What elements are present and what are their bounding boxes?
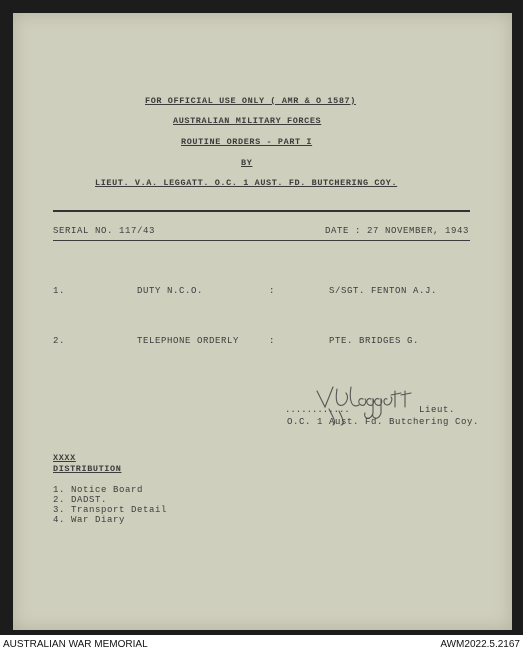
heading-issuer: LIEUT. V.A. LEGGATT. O.C. 1 AUST. FD. BUTCHERING COY.	[95, 178, 398, 188]
distribution-title: DISTRIBUTION	[53, 464, 122, 474]
order-separator: :	[269, 286, 276, 296]
order-name: PTE. BRIDGES G.	[329, 336, 420, 346]
order-item: DUTY N.C.O.	[137, 286, 204, 296]
top-rule	[53, 210, 470, 212]
footer-institution: AUSTRALIAN WAR MEMORIAL	[3, 639, 148, 650]
signature-block: O.C. 1 Aust. Fd. Butchering Coy.	[287, 417, 480, 427]
distribution-item: 1. Notice Board	[53, 485, 144, 495]
footer-accession-number: AWM2022.5.2167	[440, 639, 520, 650]
order-number: 1.	[53, 286, 66, 296]
signature-rank: Lieut.	[419, 405, 456, 415]
order-name: S/SGT. FENTON A.J.	[329, 286, 438, 296]
signature-dots: ............	[285, 405, 350, 415]
distribution-item: 3. Transport Detail	[53, 505, 168, 515]
serial-number: SERIAL NO. 117/43	[53, 226, 156, 236]
heading-routine-orders: ROUTINE ORDERS - PART I	[181, 137, 313, 147]
bottom-rule	[53, 240, 470, 241]
heading-by: BY	[241, 158, 253, 168]
order-separator: :	[269, 336, 276, 346]
order-item: TELEPHONE ORDERLY	[137, 336, 240, 346]
heading-forces: AUSTRALIAN MILITARY FORCES	[173, 116, 322, 126]
order-date: DATE : 27 NOVEMBER, 1943	[325, 226, 470, 236]
footer-bar	[0, 635, 523, 653]
distribution-struck: XXXX	[53, 453, 76, 463]
order-number: 2.	[53, 336, 66, 346]
distribution-item: 4. War Diary	[53, 515, 126, 525]
distribution-item: 2. DADST.	[53, 495, 108, 505]
document-page	[13, 13, 512, 630]
heading-official-use: FOR OFFICIAL USE ONLY ( AMR & O 1587)	[145, 96, 356, 106]
